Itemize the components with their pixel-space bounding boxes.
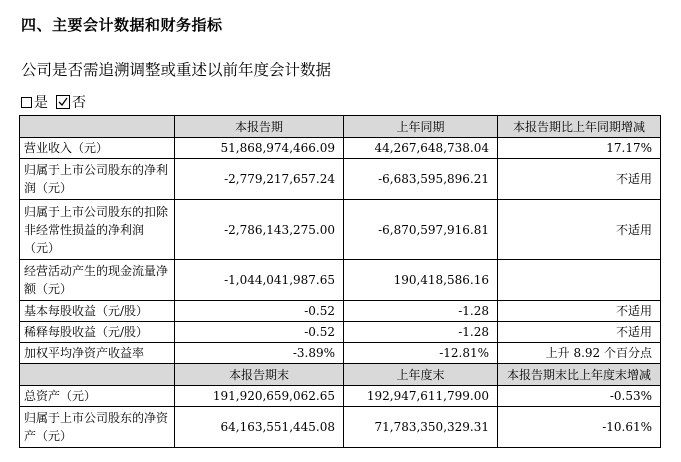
table-cell: -3.89% (175, 343, 344, 364)
header-cell: 本报告期末 (175, 364, 344, 386)
table-cell: -2,779,217,657.24 (175, 159, 344, 200)
table-row (20, 200, 661, 260)
table-header-row (20, 116, 661, 138)
restatement-options (21, 92, 94, 112)
table-row (20, 159, 661, 200)
header-cell (20, 364, 175, 386)
table-row (20, 301, 661, 322)
row-label: 加权平均净资产收益率 (20, 343, 175, 364)
row-label: 总资产（元） (20, 386, 175, 407)
table-cell: 190,418,586.16 (344, 260, 498, 301)
header-cell: 本报告期末比上年度末增减 (498, 364, 661, 386)
table-cell: 192,947,611,799.00 (344, 386, 498, 407)
checkbox-yes[interactable] (21, 97, 32, 108)
table-row (20, 407, 661, 448)
table-cell: 不适用 (498, 322, 661, 343)
row-label: 基本每股收益（元/股） (20, 301, 175, 322)
row-label: 归属于上市公司股东的净资产（元） (20, 407, 175, 448)
section-title: 四、主要会计数据和财务指标 (21, 16, 223, 34)
table-cell: 44,267,648,738.04 (344, 138, 498, 159)
option-yes-label: 是 (34, 95, 48, 111)
table-cell: -1.28 (344, 301, 498, 322)
table-row (20, 322, 661, 343)
table-cell (498, 260, 661, 301)
row-label: 经营活动产生的现金流量净额（元） (20, 260, 175, 301)
row-label: 营业收入（元） (20, 138, 175, 159)
table-cell: 64,163,551,445.08 (175, 407, 344, 448)
table-cell: -0.52 (175, 301, 344, 322)
header-cell: 本报告期比上年同期增减 (498, 116, 661, 138)
header-cell: 上年同期 (344, 116, 498, 138)
table-cell: -6,683,595,896.21 (344, 159, 498, 200)
table-cell: -10.61% (498, 407, 661, 448)
checkmark-icon (57, 96, 69, 108)
table-cell: 191,920,659,062.65 (175, 386, 344, 407)
table-cell: 上升 8.92 个百分点 (498, 343, 661, 364)
table-row (20, 386, 661, 407)
table-cell: 不适用 (498, 301, 661, 322)
table-cell: 17.17% (498, 138, 661, 159)
restatement-question: 公司是否需追溯调整或重述以前年度会计数据 (21, 61, 332, 79)
table-cell: 71,783,350,329.31 (344, 407, 498, 448)
row-label: 归属于上市公司股东的扣除非经常性损益的净利润（元） (20, 200, 175, 260)
option-no-label: 否 (72, 95, 86, 111)
table-header-row (20, 364, 661, 386)
table-row (20, 343, 661, 364)
table-cell: -0.52 (175, 322, 344, 343)
table-row (20, 260, 661, 301)
table-cell: 不适用 (498, 200, 661, 260)
header-cell: 本报告期 (175, 116, 344, 138)
table-cell: 51,868,974,466.09 (175, 138, 344, 159)
row-label: 归属于上市公司股东的净利润（元） (20, 159, 175, 200)
table-cell: -1.28 (344, 322, 498, 343)
table-cell: 不适用 (498, 159, 661, 200)
checkbox-no[interactable] (56, 95, 70, 109)
row-label: 稀释每股收益（元/股） (20, 322, 175, 343)
table-cell: -12.81% (344, 343, 498, 364)
table-row (20, 138, 661, 159)
table-cell: -0.53% (498, 386, 661, 407)
table-cell: -6,870,597,916.81 (344, 200, 498, 260)
table-cell: -1,044,041,987.65 (175, 260, 344, 301)
header-cell (20, 116, 175, 138)
header-cell: 上年度末 (344, 364, 498, 386)
financial-data-table (19, 115, 661, 448)
table-cell: -2,786,143,275.00 (175, 200, 344, 260)
